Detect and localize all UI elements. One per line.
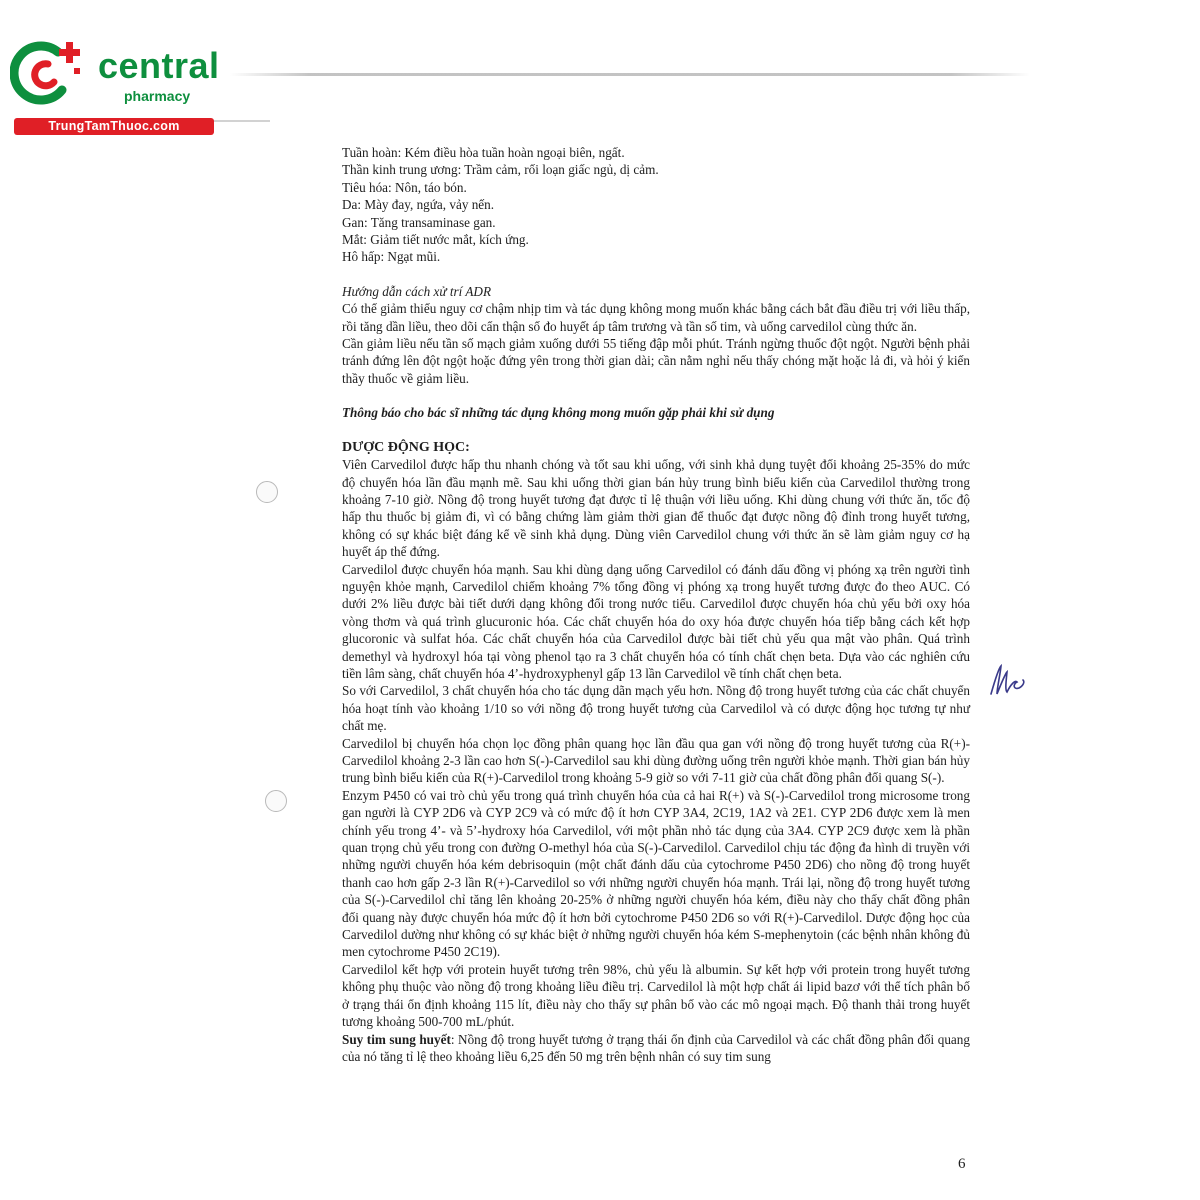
page-number: 6	[958, 1156, 966, 1172]
heart-failure-paragraph	[342, 1031, 970, 1066]
pk-paragraph: Carvedilol kết hợp với protein huyết tương trên 98%, chủ yếu là albumin. Sự kết hợp với protein trong huyết tương không phụ thuộc vào nồng độ trong khoảng liều điều trị. Carvedilol là một hợp chất ái lipid bazơ với thể tích phân bố ở trạng thái ổn định khoảng 115 lít, điều này cho thấy sự phân bố vào các mô ngoại mạch. Độ thanh thải trong huyết tương khoảng 500-700 mL/phút.	[342, 961, 970, 1030]
pharmacy-cross-icon	[10, 38, 90, 108]
pk-paragraph: Viên Carvedilol được hấp thu nhanh chóng và tốt sau khi uống, với sinh khả dụng tuyệt đối khoảng 25-35% do mức độ chuyển hóa lần đầu mạnh mẽ. Sau khi uống thời gian bán hủy trung bình biểu kiến của Carvedilol thường trong khoảng 7-10 giờ. Nồng độ trong huyết tương đạt được tỉ lệ thuận với liều uống. Khi dùng chung với thức ăn, tốc độ hấp thu thuốc bị giảm đi, vì có bằng chứng làm giảm thời gian để thuốc đạt được nồng độ đỉnh trong huyết tương, không có sự khác biệt đáng kể về sinh khả dụng. Dùng viên Carvedilol chung với thức ăn sẽ làm giảm nguy cơ hạ huyết áp thế đứng.	[342, 457, 970, 560]
punch-hole	[256, 481, 278, 503]
heart-failure-label: Suy tim sung huyết	[342, 1031, 451, 1047]
adr-list	[342, 144, 970, 266]
adr-item: Mắt: Giảm tiết nước mắt, kích ứng.	[342, 232, 529, 248]
pk-paragraph: Carvedilol bị chuyển hóa chọn lọc đồng phân quang học lần đầu qua gan với nồng độ trong huyết tương của R(+)-Carvedilol khoảng 2-3 lần cao hơn S(-)-Carvedilol sau khi dùng đường uống trên người khỏe mạnh. Thời gian bán hủy trung bình biểu kiến của R(+)-Carvedilol trong khoảng 5-9 giờ so với 7-11 giờ của chất đồng phân đối quang S(-).	[342, 735, 970, 786]
adr-guide-heading: Hướng dẫn cách xử trí ADR	[342, 283, 492, 299]
notice-text: Thông báo cho bác sĩ những tác dụng không mong muốn gặp phải khi sử dụng	[342, 405, 775, 421]
heart-failure-text: : Nồng độ trong huyết tương ở trạng thái ổn định của Carvedilol và các chất đồng phân đối quang của nó tăng tỉ lệ theo khoảng liều 6,25 đến 50 mg trên bệnh nhân có suy tim sung	[342, 1031, 970, 1064]
adr-guide-paragraph: Có thể giảm thiểu nguy cơ chậm nhịp tim và tác dụng không mong muốn khác bằng cách bắt đầu điều trị với liều thấp, rồi tăng dần liều, theo dõi cẩn thận số đo huyết áp tâm trương và tần số tim, và uống carvedilol cùng thức ăn.	[342, 301, 970, 334]
logo-brand: central	[98, 45, 220, 86]
scan-edge	[230, 73, 1030, 76]
logo-url[interactable]: TrungTamThuoc.com	[14, 118, 214, 135]
adr-item: Hô hấp: Ngạt mũi.	[342, 249, 441, 265]
pk-paragraph: So với Carvedilol, 3 chất chuyển hóa cho tác dụng dãn mạch yếu hơn. Nồng độ trong huyết tương của các chất chuyển hóa hoạt tính vào khoảng 1/10 so với nồng độ trong huyết tương của Carvedilol và có dược động học tương tự như chất mẹ.	[342, 683, 970, 734]
adr-item: Tiêu hóa: Nôn, táo bón.	[342, 179, 467, 195]
document-body	[342, 144, 970, 1065]
punch-hole	[265, 790, 287, 812]
handwritten-signature	[985, 660, 1029, 700]
logo-sub: pharmacy	[124, 88, 191, 104]
central-pharmacy-logo[interactable]	[10, 38, 220, 138]
section-heading-pk: DƯỢC ĐỘNG HỌC:	[342, 439, 470, 455]
pk-paragraph: Carvedilol được chuyển hóa mạnh. Sau khi dùng dạng uống Carvedilol có đánh dấu đồng vị phóng xạ trên người tình nguyện khỏe mạnh, Carvedilol chiếm khoảng 7% tổng đồng vị phóng xạ trong huyết tương được đo theo AUC. Có dưới 2% liều được bài tiết dưới dạng không đổi trong nước tiểu. Carvedilol được chuyển hóa chủ yếu bởi oxy hóa vòng thơm và quá trình glucuronic hóa. Các chất chuyển hóa do oxy hóa được chuyển hóa tiếp bằng cách kết hợp glucoronic và sulfat hóa. Các chất chuyển hóa của Carvedilol được bài tiết chủ yếu qua mật vào phân. Quá trình demethyl và hydroxyl hóa tại vòng phenol tạo ra 3 chất chuyển hóa có tính chất chẹn beta. Dựa vào các nghiên cứu tiền lâm sàng, chất chuyển hóa 4’-hydroxyphenyl gấp 13 lần Carvedilol về tính chất chẹn beta.	[342, 561, 970, 681]
adr-item: Tuần hoàn: Kém điều hòa tuần hoàn ngoại biên, ngất.	[342, 145, 625, 160]
adr-item: Da: Mày đay, ngứa, vảy nến.	[342, 197, 495, 213]
adr-guide-paragraph: Cần giảm liều nếu tần số mạch giảm xuống dưới 55 tiếng đập mỗi phút. Tránh ngừng thuốc đột ngột. Người bệnh phải tránh đứng lên đột ngột hoặc đứng yên trong thời gian dài; cần nằm nghỉ nếu thấy chóng mặt hoặc lả đi, và hỏi ý kiến thầy thuốc về giảm liều.	[342, 336, 970, 386]
adr-item: Gan: Tăng transaminase gan.	[342, 214, 496, 230]
pk-paragraph: Enzym P450 có vai trò chủ yếu trong quá trình chuyển hóa của cả hai R(+) và S(-)-Carvedilol trong microsome trong gan người là CYP 2D6 và CYP 2C9 và có mức độ ít hơn CYP 3A4, 2C19, 1A2 và 2E1. CYP 2D6 được xem là men chính yếu trong 4’- và 5’-hydroxy hóa Carvedilol, với một phần nhỏ tác dụng của 3A4. CYP 2C9 được xem là phần quan trọng chủ yếu trong con đường O-methyl hóa của S(-)-Carvedilol. Carvedilol chịu tác động đa hình di truyền với những người chuyển hóa kém debrisoquin (một chất đánh dấu của cytochrome P450 2D6) cho nồng độ trong huyết thanh cao hơn gấp 2-3 lần R(+)-Carvedilol so với những người chuyển hóa mạnh. Trái lại, nồng độ trong huyết tương của S(-)-Carvedilol chỉ tăng lên khoảng 20-25% ở những người chuyển hóa kém, điều này cho thấy chất đồng phân đối quang này được chuyển hóa mức độ ít hơn bởi cytochrome P450 2D6 so với R(+)-Carvedilol. Dược động học của Carvedilol dường như không có sự khác biệt ở những người chuyển hóa kém S-mephenytoin (các bệnh nhân không đủ men cytochrome P450 2C19).	[342, 787, 970, 960]
adr-item: Thần kinh trung ương: Trầm cảm, rối loạn giấc ngủ, dị cảm.	[342, 162, 659, 178]
